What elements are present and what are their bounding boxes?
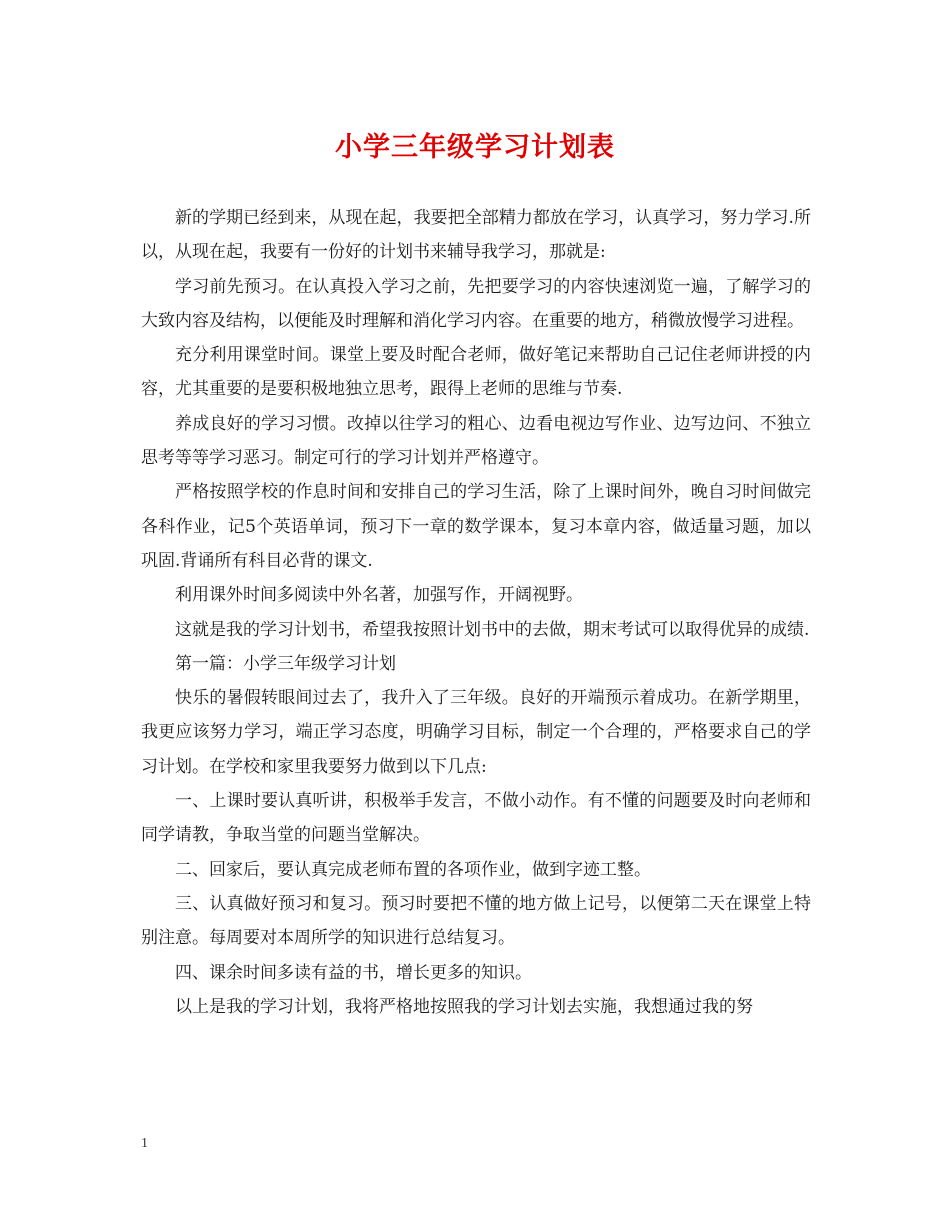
paragraph: 这就是我的学习计划书，希望我按照计划书中的去做，期末考试可以取得优异的成绩. [175,619,810,640]
paragraph: 新的学期已经到来，从现在起，我要把全部精力都放在学习，认真学习，努力学习.所以，从现在起，我要有一份好的计划书来辅导我学习，那就是: [141,208,811,263]
paragraph: 学习前先预习。在认真投入学习之前，先把要学习的内容快速浏览一遍，了解学习的大致内容及结构，以便能及时理解和消化学习内容。在重要的地方，稍微放慢学习进程。 [141,276,811,331]
page-title: 小学三年级学习计划表 [335,132,615,163]
list-item: 四、课余时间多读有益的书，增长更多的知识。 [175,962,532,983]
section-heading: 第一篇：小学三年级学习计划 [175,653,396,674]
list-item: 二、回家后，要认真完成老师布置的各项作业，做到字迹工整。 [175,859,651,880]
list-item: 一、上课时要认真听讲，积极举手发言，不做小动作。有不懂的问题要及时向老师和同学请教，争取当堂的问题当堂解决。 [141,791,811,846]
paragraph: 养成良好的学习习惯。改掉以往学习的粗心、边看电视边写作业、边写边问、不独立思考等等学习恶习。制定可行的学习计划并严格遵守。 [141,413,811,469]
page-number: 1 [141,1136,148,1151]
paragraph: 利用课外时间多阅读中外名著，加强写作，开阔视野。 [175,585,583,606]
list-item: 三、认真做好预习和复习。预习时要把不懂的地方做上记号，以便第二天在课堂上特别注意。每周要对本周所学的知识进行总结复习。 [141,893,811,949]
paragraph: 严格按照学校的作息时间和安排自己的学习生活，除了上课时间外，晚自习时间做完各科作业，记5个英语单词，预习下一章的数学课本，复习本章内容，做适量习题，加以巩固.背诵所有科目必背的课文. [141,482,811,571]
paragraph: 以上是我的学习计划，我将严格地按照我的学习计划去实施，我想通过我的努 [175,996,753,1017]
document-body [141,201,811,1024]
paragraph: 快乐的暑假转眼间过去了，我升入了三年级。良好的开端预示着成功。在新学期里，我更应该努力学习，端正学习态度，明确学习目标，制定一个合理的，严格要求自己的学习计划。在学校和家里我要努力做到以下几点: [141,688,811,777]
paragraph: 充分利用课堂时间。课堂上要及时配合老师，做好笔记来帮助自己记住老师讲授的内容，尤其重要的是要积极地独立思考，跟得上老师的思维与节奏. [141,345,811,400]
